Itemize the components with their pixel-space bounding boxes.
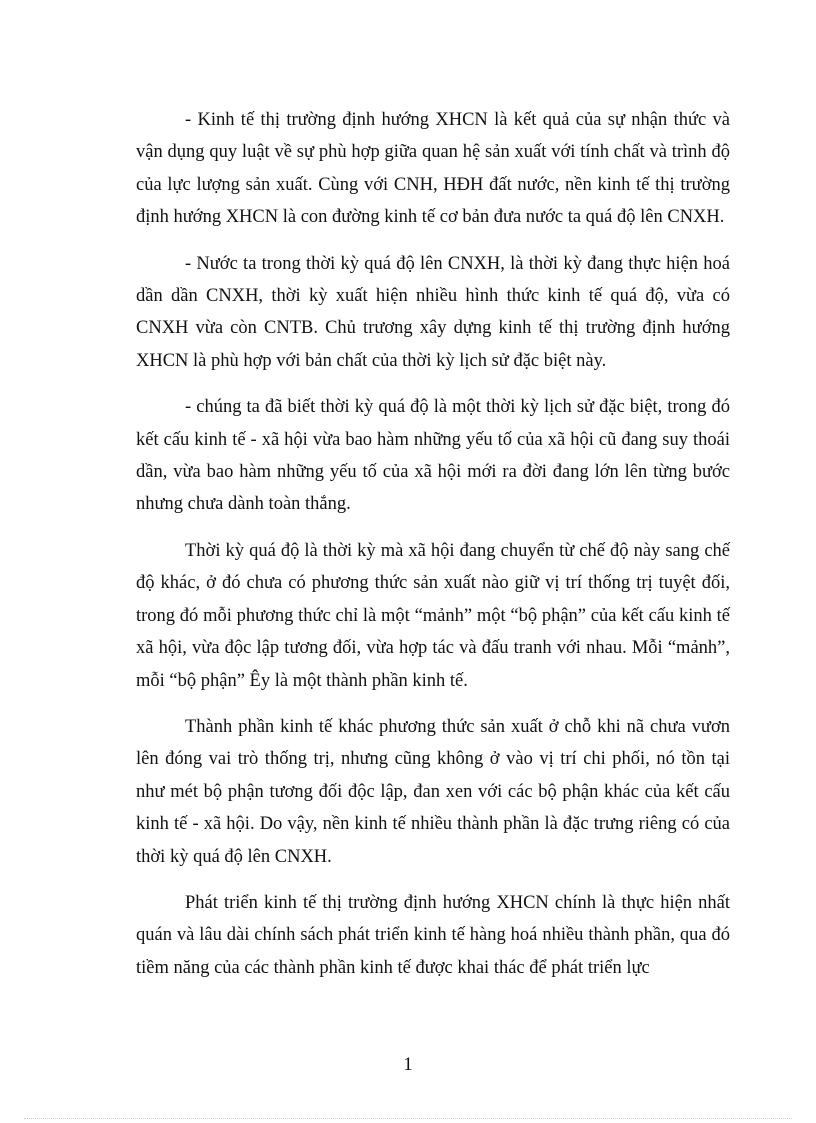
paragraph-5: Thành phần kinh tế khác phương thức sản xuất ở chỗ khi nã chưa vươn lên đóng vai trò thống trị, nhưng cũng không ở vào vị trí chi phối, nó tồn tại như mét bộ phận tương đối độc lập, đan xen với các bộ phận khác của kết cấu kinh tế - xã hội. Do vậy, nền kinh tế nhiều thành phần là đặc trưng riêng có của thời kỳ quá độ lên CNXH. <box>136 716 730 867</box>
paragraph-6: Phát triển kinh tế thị trường định hướng XHCN chính là thực hiện nhất quán và lâu dài chính sách phát triển kinh tế hàng hoá nhiều thành phần, qua đó tiềm năng của các thành phần kinh tế được khai thác để phát triển lực <box>136 892 730 978</box>
body-text <box>136 104 730 998</box>
paragraph-4: Thời kỳ quá độ là thời kỳ mà xã hội đang chuyển từ chế độ này sang chế độ khác, ở đó chưa có phương thức sản xuất nào giữ vị trí thống trị tuyệt đối, trong đó mỗi phương thức chỉ là một “mảnh” một “bộ phận” của kết cấu kinh tế xã hội, vừa độc lập tương đối, vừa hợp tác và đấu tranh với nhau. Mỗi “mảnh”, mỗi “bộ phận” Êy là một thành phần kinh tế. <box>136 540 730 691</box>
page-number: 1 <box>403 1054 413 1075</box>
paragraph-2: - Nước ta trong thời kỳ quá độ lên CNXH, là thời kỳ đang thực hiện hoá dần dần CNXH, thời kỳ xuất hiện nhiều hình thức kinh tế quá độ, vừa có CNXH vừa còn CNTB. Chủ trương xây dựng kinh tế thị trường định hướng XHCN là phù hợp với bản chất của thời kỳ lịch sử đặc biệt này. <box>136 253 730 371</box>
page-bottom-rule <box>24 1118 792 1119</box>
paragraph-1: - Kinh tế thị trường định hướng XHCN là kết quả của sự nhận thức và vận dụng quy luật về sự phù hợp giữa quan hệ sản xuất với tính chất và trình độ của lực lượng sản xuất. Cùng với CNH, HĐH đất nước, nền kinh tế thị trường định hướng XHCN là con đường kinh tế cơ bản đưa nước ta quá độ lên CNXH. <box>136 110 730 228</box>
paragraph-3: - chúng ta đã biết thời kỳ quá độ là một thời kỳ lịch sử đặc biệt, trong đó kết cấu kinh tế - xã hội vừa bao hàm những yếu tố của xã hội cũ đang suy thoái dần, vừa bao hàm những yếu tố của xã hội mới ra đời đang lớn lên từng bước nhưng chưa dành toàn thắng. <box>136 397 730 515</box>
